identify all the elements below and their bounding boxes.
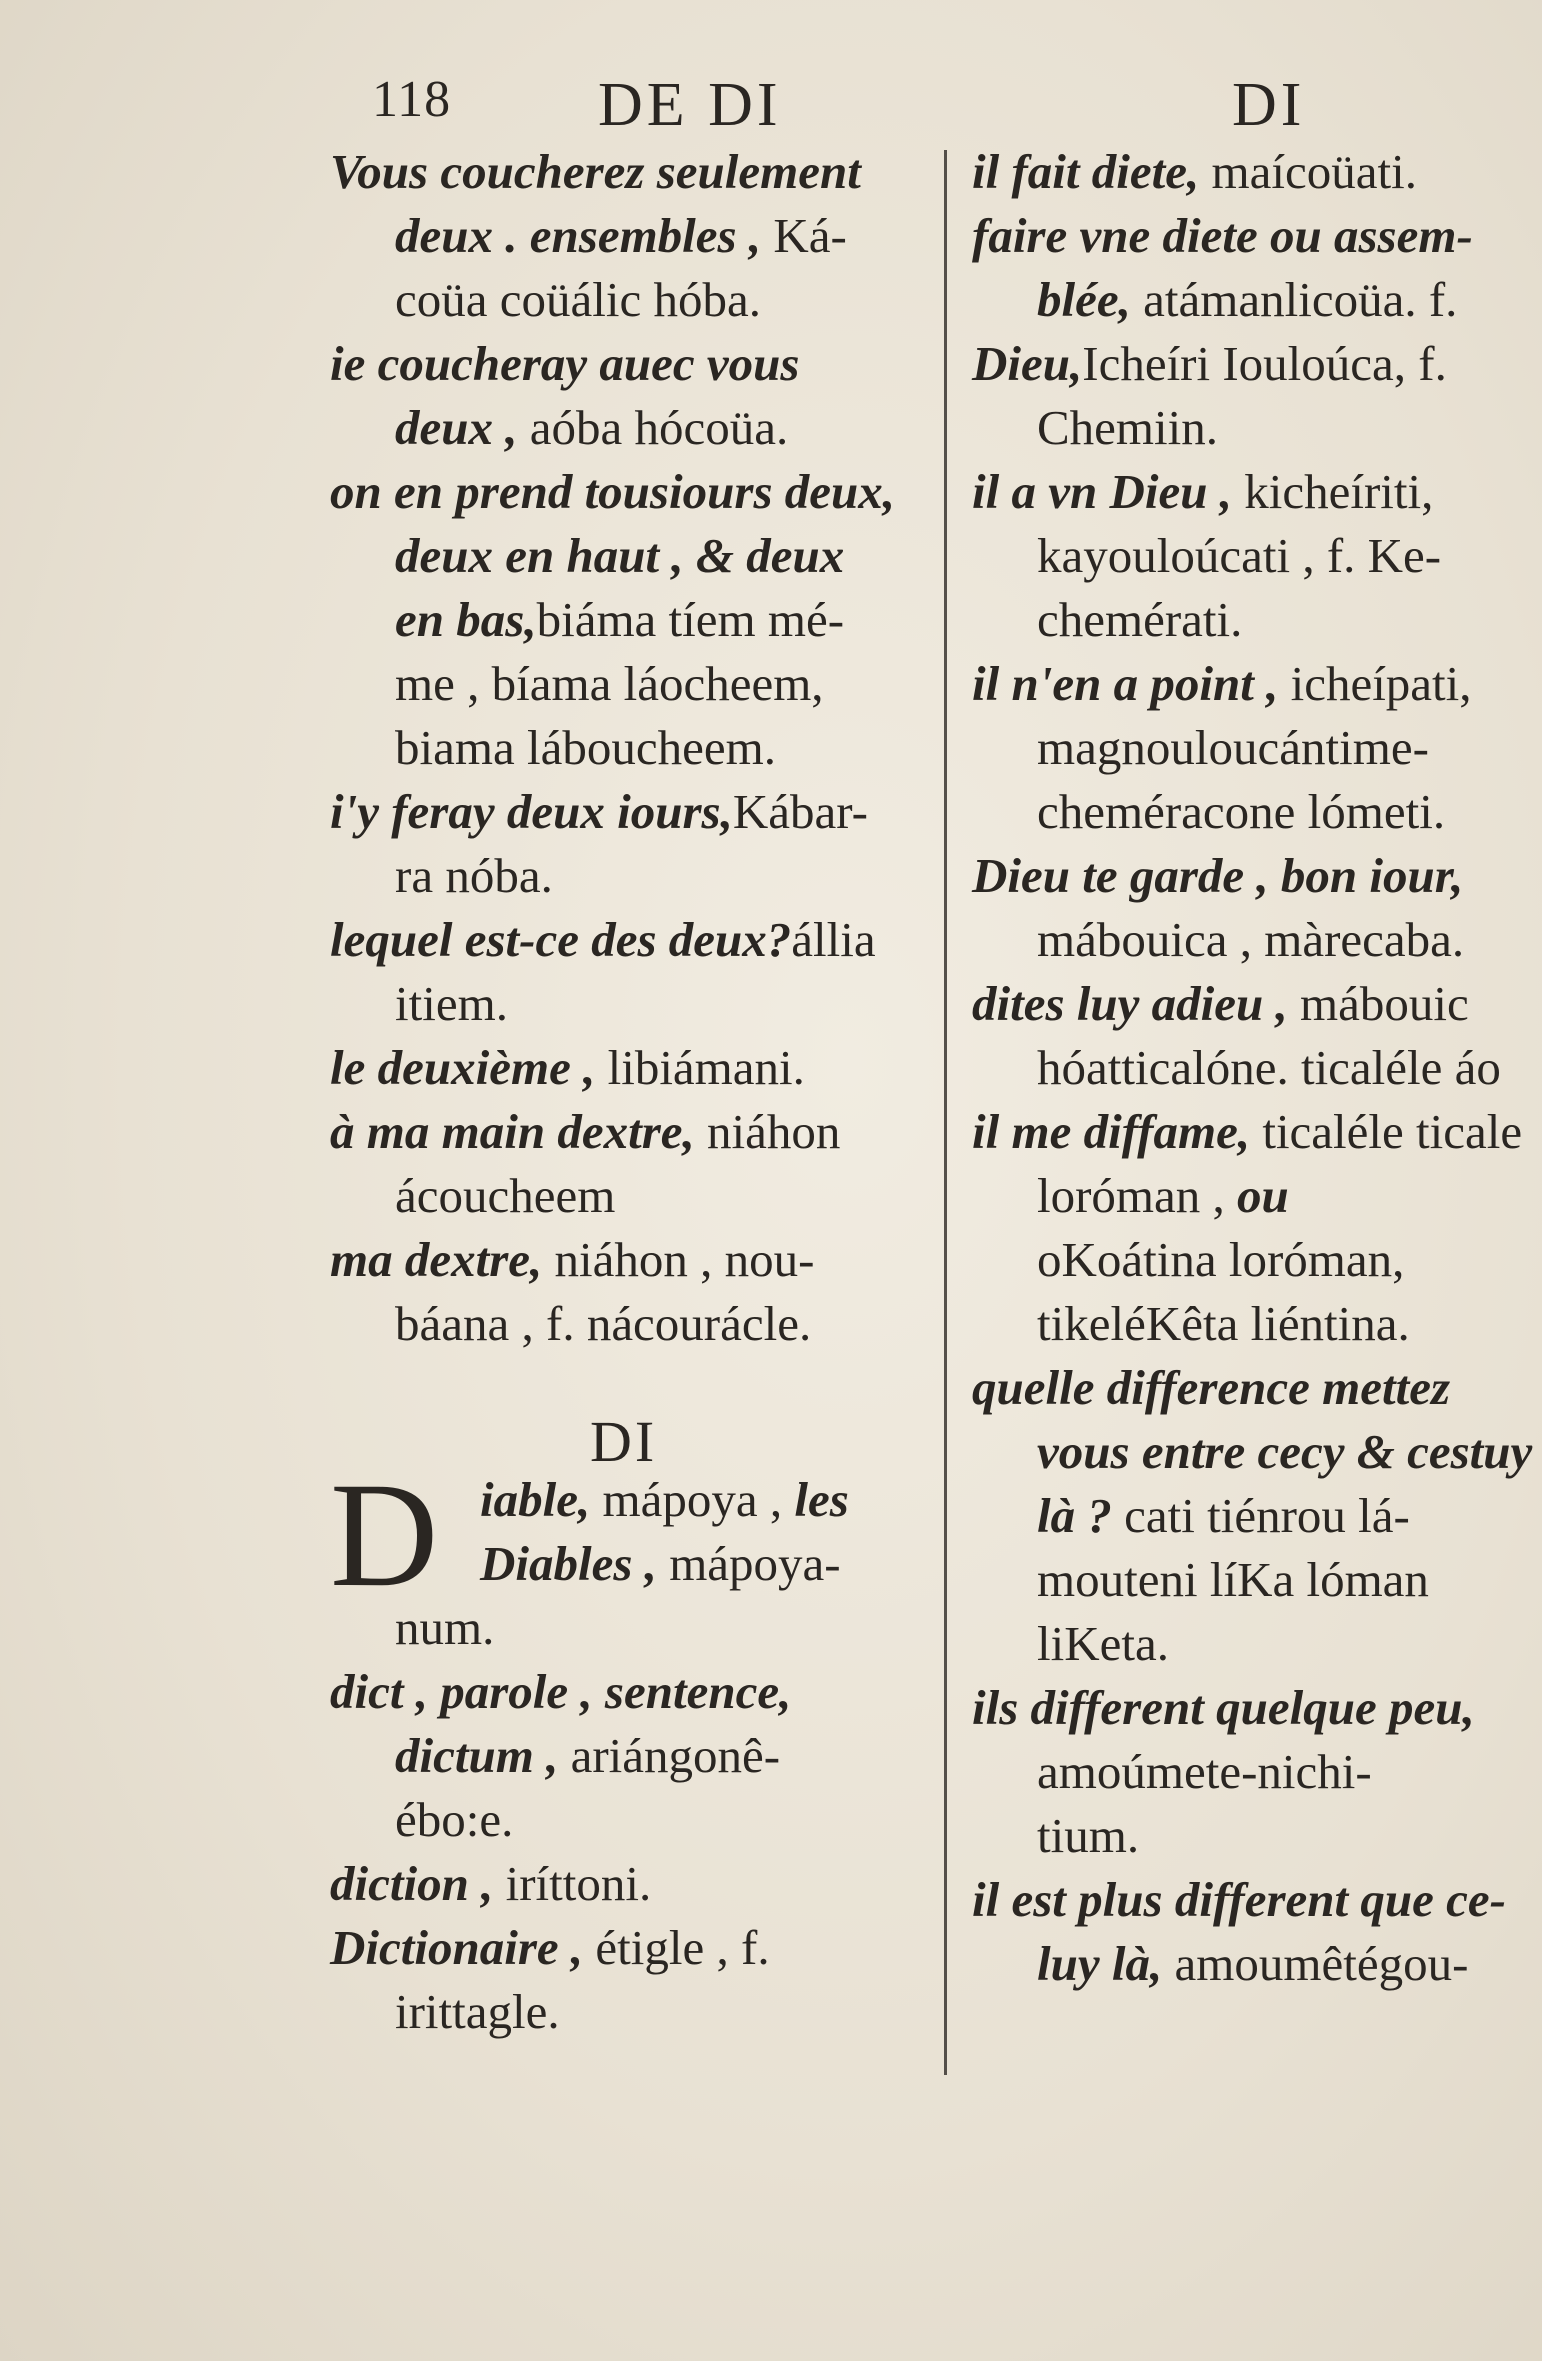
entry-line: il a vn Dieu , kicheíriti, [972, 464, 1434, 519]
entry-line: coüa coüálic hóba. [395, 272, 761, 327]
entry-line: tium. [1037, 1808, 1140, 1863]
entry-line: liKeta. [1037, 1616, 1169, 1671]
entry-line: deux en haut , & deux [395, 528, 845, 583]
entry-line: Dieu,Icheíri Iouloúca, f. [972, 336, 1447, 391]
entry-line: il me diffame, ticaléle ticale [972, 1104, 1523, 1159]
entry-line: cheméracone lómeti. [1037, 784, 1446, 839]
entry-line: loróman , ou [1037, 1168, 1289, 1223]
entry-line: i'y feray deux iours,Kábar- [330, 784, 868, 839]
entry-line: dites luy adieu , mábouic [972, 976, 1469, 1031]
entry-line: magnouloucántime- [1037, 720, 1429, 775]
page-number: 118 [372, 71, 452, 128]
left-running-title: DE DI [598, 71, 782, 139]
entry-line: ils different quelque peu, [972, 1680, 1475, 1735]
running-head [0, 60, 1542, 140]
section-heading: DI [590, 1409, 658, 1474]
entry-line: tikeléKêta liéntina. [1037, 1296, 1410, 1351]
entry-line: là ? cati tiénrou lá- [1037, 1488, 1410, 1543]
entry-line: chemérati. [1037, 592, 1243, 647]
entry-line: amoúmete-nichi- [1037, 1744, 1372, 1799]
entry-line: ie coucheray auec vous [330, 336, 800, 391]
entry-line: lequel est-ce des deux?állia [330, 912, 876, 967]
entry-line: le deuxième , libiámani. [330, 1040, 805, 1095]
entry-line: dict , parole , sentence, [330, 1664, 792, 1719]
entry-line: on en prend tousiours deux, [330, 464, 896, 519]
entry-line: ma dextre, niáhon , nou- [330, 1232, 815, 1287]
entry-line: Chemiin. [1037, 400, 1219, 455]
entry-line: num. [395, 1600, 495, 1655]
entry-line: biama láboucheem. [395, 720, 776, 775]
entry-line: dictum , ariángonê- [395, 1728, 781, 1783]
entry-line: en bas,biáma tíem mé- [395, 592, 845, 647]
entry-line: blée, atámanlicoüa. f. [1037, 272, 1458, 327]
entry-line: mouteni líKa lóman [1037, 1552, 1429, 1607]
entry-line: ácoucheem [395, 1168, 616, 1223]
right-running-title: DI [1232, 71, 1306, 139]
entry-line: me , bíama láocheem, [395, 656, 824, 711]
entry-line: il fait diete, maícoüati. [972, 144, 1417, 199]
entry-line: ra nóba. [395, 848, 553, 903]
entry-line: mábouica , màrecaba. [1037, 912, 1465, 967]
entry-line: il n'en a point , icheípati, [972, 656, 1472, 711]
entry-line: irittagle. [395, 1984, 560, 2039]
entry-line: báana , f. nácourácle. [395, 1296, 812, 1351]
entry-line: à ma main dextre, niáhon [330, 1104, 841, 1159]
entry-line: quelle difference mettez [972, 1360, 1451, 1415]
drop-capital: D [330, 1452, 439, 1618]
entry-line: kayouloúcati , f. Ke- [1037, 528, 1442, 583]
entry-line: deux , aóba hócoüa. [395, 400, 789, 455]
entry-line: deux . ensembles , Ká- [395, 208, 847, 263]
entry-line: faire vne diete ou assem- [972, 208, 1473, 263]
column-divider [944, 150, 947, 2075]
entry-line: Diables , mápoya- [480, 1536, 841, 1591]
entry-line: vous entre cecy & cestuy [1037, 1424, 1533, 1479]
entry-line: iable, mápoya , les [480, 1472, 849, 1527]
entry-line: Dieu te garde , bon iour, [972, 848, 1464, 903]
entry-line: oKoátina loróman, [1037, 1232, 1405, 1287]
entry-line: Dictionaire , étigle , f. [330, 1920, 770, 1975]
entry-line: hóatticalóne. ticaléle áo [1037, 1040, 1501, 1095]
entry-line: il est plus different que ce- [972, 1872, 1506, 1927]
entry-line: Vous coucherez seulement [330, 144, 861, 199]
entry-line: luy là, amoumêtégou- [1037, 1936, 1469, 1991]
entry-line: diction , iríttoni. [330, 1856, 652, 1911]
entry-line: ébo:e. [395, 1792, 514, 1847]
entry-line: itiem. [395, 976, 508, 1031]
